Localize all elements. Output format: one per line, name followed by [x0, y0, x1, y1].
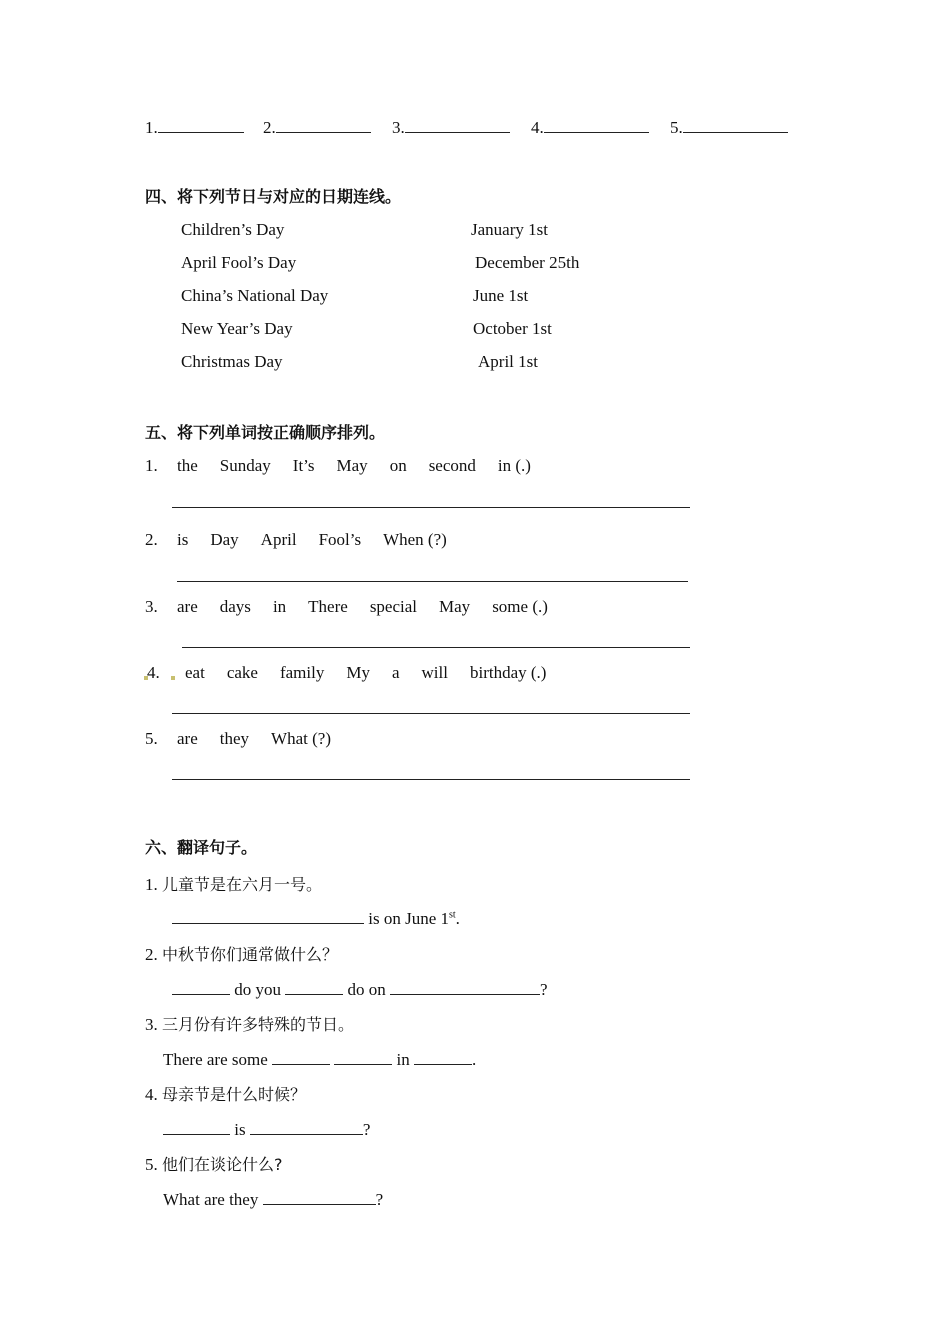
- answer-line[interactable]: [182, 647, 690, 648]
- fill-blank[interactable]: [250, 1119, 363, 1135]
- chinese-sentence: 儿童节是在六月一号。: [162, 875, 323, 894]
- question-number: 3.: [145, 1015, 158, 1034]
- fill-blank[interactable]: [414, 1049, 472, 1065]
- answer-text: What are they: [163, 1190, 259, 1209]
- question-number: 4.: [147, 663, 160, 682]
- translation-answer: [163, 1189, 383, 1210]
- question-number: 5.: [145, 729, 158, 748]
- answer-line[interactable]: [177, 581, 688, 582]
- date-item: December 25th: [475, 253, 580, 272]
- blank-line: [158, 117, 244, 133]
- word: Day: [210, 530, 239, 549]
- blank-number: 3.: [392, 118, 405, 137]
- answer-blank-1[interactable]: [145, 117, 244, 138]
- word: on: [389, 456, 407, 475]
- answer-line[interactable]: [172, 507, 690, 508]
- date-item: April 1st: [478, 352, 538, 371]
- blank-number: 1.: [145, 118, 158, 137]
- answer-punct: .: [455, 909, 460, 928]
- fill-blank[interactable]: [272, 1049, 330, 1065]
- word: Sunday: [219, 456, 271, 475]
- question-number: 5.: [145, 1155, 158, 1174]
- word: My: [346, 663, 370, 682]
- word: May: [336, 456, 368, 475]
- word: What (?): [271, 729, 331, 748]
- word-list: [177, 530, 447, 550]
- ordinal-suffix: st: [449, 909, 456, 921]
- holiday-item: China’s National Day: [181, 286, 329, 305]
- word: in (.): [497, 456, 531, 475]
- word: family: [279, 663, 325, 682]
- word: It’s: [292, 456, 315, 475]
- date-item: October 1st: [473, 319, 552, 338]
- word: Fool’s: [318, 530, 362, 549]
- word-list: [177, 729, 331, 749]
- fill-blank[interactable]: [163, 1119, 230, 1135]
- date-item: January 1st: [471, 220, 548, 239]
- question-number: 2.: [145, 945, 158, 964]
- translation-prompt: [145, 872, 322, 895]
- fill-blank[interactable]: [172, 908, 364, 924]
- answer-blank-3[interactable]: [392, 117, 510, 138]
- word: May: [439, 597, 471, 616]
- answer-blank-4[interactable]: [531, 117, 649, 138]
- answer-line[interactable]: [172, 779, 690, 780]
- chinese-sentence: 中秋节你们通常做什么？: [162, 945, 339, 964]
- word: eat: [185, 663, 205, 682]
- blank-line: [276, 117, 371, 133]
- word: second: [428, 456, 476, 475]
- chinese-sentence: 他们在谈论什么?: [162, 1155, 283, 1174]
- word: will: [421, 663, 448, 682]
- translation-answer: [172, 979, 548, 1000]
- question-number: 1.: [145, 875, 158, 894]
- word: cake: [226, 663, 258, 682]
- question-number: 2.: [145, 530, 158, 549]
- chinese-sentence: 三月份有许多特殊的节日。: [162, 1015, 355, 1034]
- holiday-item: New Year’s Day: [181, 319, 293, 338]
- translation-prompt: [145, 1012, 354, 1035]
- translation-prompt: [145, 1152, 283, 1175]
- answer-text: in: [396, 1050, 410, 1069]
- edit-mark: [171, 676, 175, 680]
- question-number: 3.: [145, 597, 158, 616]
- word: is: [177, 530, 189, 549]
- word: special: [369, 597, 418, 616]
- blank-number: 5.: [670, 118, 683, 137]
- holiday-item: April Fool’s Day: [181, 253, 297, 272]
- date-item: June 1st: [473, 286, 529, 305]
- answer-punct: .: [472, 1050, 477, 1069]
- blank-line: [683, 117, 788, 133]
- answer-text: do you: [234, 980, 281, 999]
- fill-blank[interactable]: [285, 979, 343, 995]
- word-list: [177, 597, 548, 617]
- translation-answer: [163, 1119, 370, 1140]
- translation-prompt: [145, 1082, 306, 1105]
- word: the: [177, 456, 198, 475]
- fill-blank[interactable]: [390, 979, 540, 995]
- answer-text: do on: [347, 980, 386, 999]
- blank-number: 4.: [531, 118, 544, 137]
- word: When (?): [383, 530, 447, 549]
- word: days: [219, 597, 251, 616]
- answer-punct: ?: [375, 1190, 384, 1209]
- word: some (.): [492, 597, 548, 616]
- word-list: [177, 456, 531, 476]
- answer-blank-5[interactable]: [670, 117, 788, 138]
- answer-blank-2[interactable]: [263, 117, 371, 138]
- question-number: 1.: [145, 456, 158, 475]
- answer-punct: ?: [362, 1120, 371, 1139]
- fill-blank[interactable]: [172, 979, 230, 995]
- fill-blank[interactable]: [263, 1189, 376, 1205]
- chinese-sentence: 母亲节是什么时候？: [162, 1085, 307, 1104]
- holiday-item: Children’s Day: [181, 220, 285, 239]
- fill-blank[interactable]: [334, 1049, 392, 1065]
- answer-punct: ?: [540, 980, 548, 999]
- word: in: [272, 597, 287, 616]
- blank-line: [544, 117, 649, 133]
- answer-line[interactable]: [172, 713, 690, 714]
- translation-prompt: [145, 942, 338, 965]
- answer-text: is: [234, 1120, 246, 1139]
- section4-title: 四、将下列节日与对应的日期连线。: [145, 187, 402, 206]
- word: they: [219, 729, 250, 748]
- translation-answer: [163, 1049, 476, 1070]
- word: April: [260, 530, 297, 549]
- word-list: [185, 663, 546, 683]
- question-number: 4.: [145, 1085, 158, 1104]
- word: There: [308, 597, 348, 616]
- answer-text: is on June 1: [368, 909, 449, 928]
- word: are: [177, 597, 198, 616]
- translation-answer: [172, 908, 460, 929]
- word: a: [391, 663, 400, 682]
- section6-title: 六、翻译句子。: [145, 838, 258, 857]
- word: birthday (.): [469, 663, 547, 682]
- blank-number: 2.: [263, 118, 276, 137]
- holiday-item: Christmas Day: [181, 352, 283, 371]
- section5-title: 五、将下列单词按正确顺序排列。: [145, 423, 386, 442]
- word: are: [177, 729, 198, 748]
- answer-text: There are some: [163, 1050, 268, 1069]
- blank-line: [405, 117, 510, 133]
